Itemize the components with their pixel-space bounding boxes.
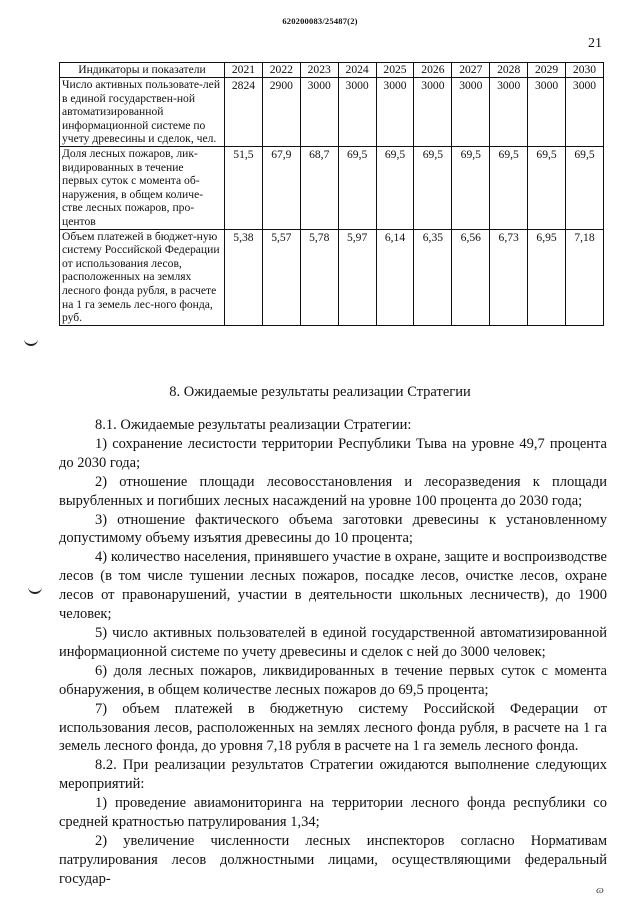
cell-value: 3000 <box>490 78 528 147</box>
paragraph: 2) отношение площади лесовосстановления и лесоразведения к площади вырубленных и погибших лесных насаждений на уровне 100 процента до 2030 года; <box>59 473 607 509</box>
cell-value: 7,18 <box>566 229 604 325</box>
cell-value: 3000 <box>528 78 566 147</box>
header-year: 2029 <box>528 63 566 78</box>
cell-value: 5,78 <box>300 229 338 325</box>
section-title: 8. Ожидаемые результаты реализации Стратегии <box>169 384 471 400</box>
cell-value: 69,5 <box>414 146 452 229</box>
cell-value: 68,7 <box>300 146 338 229</box>
indicators-table <box>59 62 604 326</box>
table-header-row <box>60 63 604 78</box>
cell-value: 5,57 <box>262 229 300 325</box>
header-year: 2027 <box>452 63 490 78</box>
cell-value: 6,95 <box>528 229 566 325</box>
table-row <box>60 78 604 147</box>
paragraph: 8.1. Ожидаемые результаты реализации Стратегии: <box>95 417 412 433</box>
cell-value: 3000 <box>338 78 376 147</box>
header-year: 2023 <box>300 63 338 78</box>
header-year: 2030 <box>566 63 604 78</box>
header-year: 2021 <box>225 63 263 78</box>
table-row <box>60 229 604 325</box>
cell-value: 69,5 <box>566 146 604 229</box>
header-indicators: Индикаторы и показатели <box>60 63 225 78</box>
document-code: 620200083/25487(2) <box>282 16 358 26</box>
header-year: 2028 <box>490 63 528 78</box>
paragraph: 6) доля лесных пожаров, ликвидированных в течение первых суток с момента обнаружения, в общем количестве лесных пожаров до 69,5 процента; <box>59 662 607 698</box>
cell-value: 3000 <box>414 78 452 147</box>
page-number: 21 <box>588 36 602 51</box>
cell-value: 3000 <box>566 78 604 147</box>
paragraph: 3) отношение фактического объема заготовки древесины к установленному допустимому объему изъятия древесины до 10 процента; <box>59 511 607 547</box>
cell-value: 2900 <box>262 78 300 147</box>
section-body <box>59 416 607 889</box>
paragraph: 1) проведение авиамониторинга на территории лесного фонда республики со средней кратностью патрулирования 1,34; <box>59 795 607 831</box>
margin-mark <box>28 586 42 594</box>
cell-value: 69,5 <box>376 146 414 229</box>
cell-value: 69,5 <box>338 146 376 229</box>
cell-value: 5,38 <box>225 229 263 325</box>
paragraph: 4) количество населения, принявшего участие в охране, защите и воспроизводстве лесов (в том числе тушении лесных пожаров, посадке лесов, очистке лесов, охране лесов от правонарушений, участии в деятельности школьных лесничеств), до 1900 человек; <box>59 549 607 623</box>
header-year: 2026 <box>414 63 452 78</box>
paragraph: 7) объем платежей в бюджетную систему Российской Федерации от использования лесов, расположенных на землях лесного фонда рубля, в расчете на 1 га земель лесного фонда, до уровня 7,18 рубля в расчете на 1 га земель лесного фонда. <box>59 700 607 755</box>
cell-value: 3000 <box>300 78 338 147</box>
handwritten-mark: ɷ <box>596 884 604 896</box>
table-row <box>60 146 604 229</box>
paragraph: 1) сохранение лесистости территории Республики Тыва на уровне 49,7 процента до 2030 года; <box>59 435 607 471</box>
cell-value: 67,9 <box>262 146 300 229</box>
cell-value: 2824 <box>225 78 263 147</box>
header-year: 2025 <box>376 63 414 78</box>
cell-value: 51,5 <box>225 146 263 229</box>
header-year: 2024 <box>338 63 376 78</box>
cell-value: 6,56 <box>452 229 490 325</box>
header-year: 2022 <box>262 63 300 78</box>
paragraph: 5) число активных пользователей в единой государственной автоматизированной информационной системе по учету древесины и сделок с ней до 3000 человек; <box>59 624 607 660</box>
paragraph: 8.2. При реализации результатов Стратегии ожидаются выполнение следующих мероприятий: <box>59 757 607 793</box>
margin-mark <box>24 338 38 346</box>
cell-value: 6,73 <box>490 229 528 325</box>
cell-value: 69,5 <box>490 146 528 229</box>
paragraph: 2) увеличение численности лесных инспекторов согласно Нормативам патрулирования лесов должностными лицами, осуществляющими федеральный государ- <box>59 832 607 887</box>
row-label: Доля лесных пожаров, лик-видированных в течение первых суток с момента об-наружения, в общем количе-стве лесных пожаров, про-центов <box>60 146 225 229</box>
cell-value: 6,14 <box>376 229 414 325</box>
cell-value: 5,97 <box>338 229 376 325</box>
cell-value: 6,35 <box>414 229 452 325</box>
cell-value: 3000 <box>452 78 490 147</box>
cell-value: 69,5 <box>452 146 490 229</box>
cell-value: 69,5 <box>528 146 566 229</box>
cell-value: 3000 <box>376 78 414 147</box>
row-label: Объем платежей в бюджет-ную систему Российской Федерации от использования лесов, расположенных на землях лесного фонда рубля, в расчете на 1 га земель лес-ного фонда, руб. <box>60 229 225 325</box>
row-label: Число активных пользовате-лей в единой государствен-ной автоматизированной информационной системе по учету древесины и сделок, чел. <box>60 78 225 147</box>
